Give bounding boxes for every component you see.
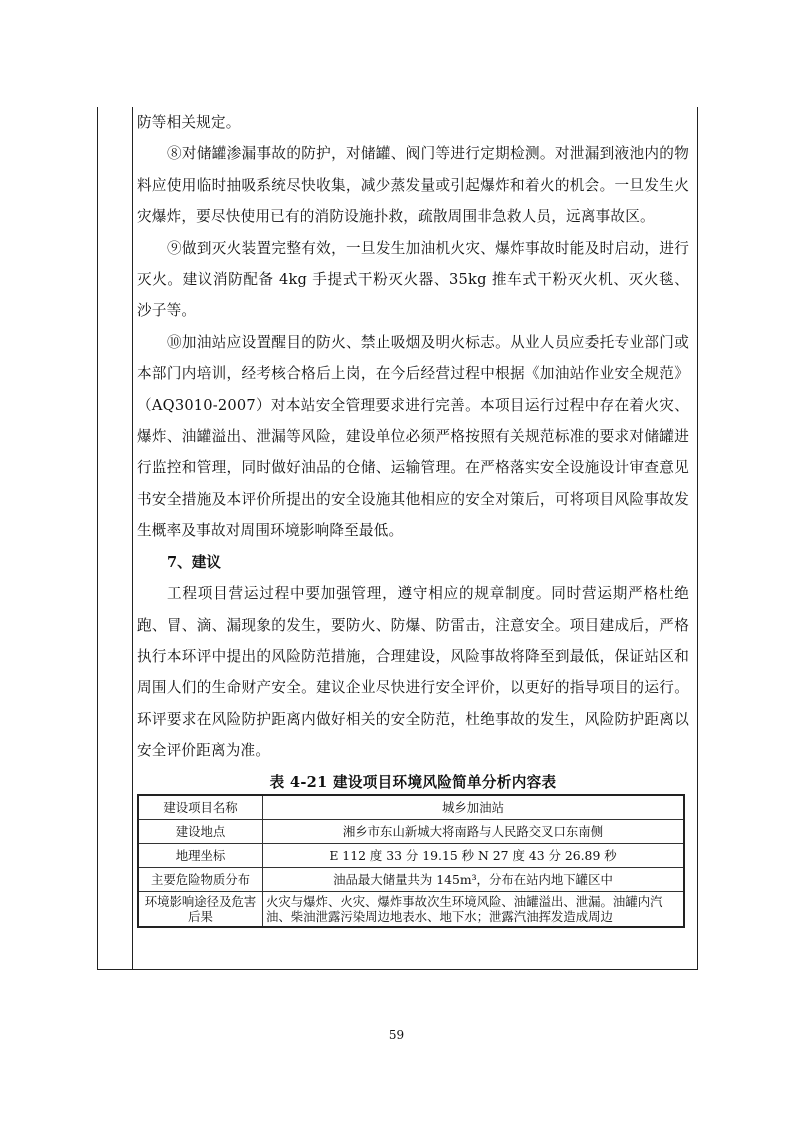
table-value-cell: E 112 度 33 分 19.15 秒 N 27 度 43 分 26.89 秒	[263, 843, 685, 867]
page-number: 59	[388, 1028, 405, 1042]
paragraph-item-10: ⑩加油站应设置醒目的防火、禁止吸烟及明火标志。从业人员应委托专业部门或本部门内培训，经考核合格后上岗，在今后经营过程中根据《加油站作业安全规范》（AQ3010-2007）对本站安全管理要求进行完善。本项目运行过程中存在着火灾、爆炸、油罐溢出、泄漏等风险，建设单位必须严格按照有关规范标准的要求对储罐进行监控和管理，同时做好油品的仓储、运输管理。在严格落实安全设施设计审查意见书安全措施及本评价所提出的安全设施其他相应的安全对策后，可将项目风险事故发生概率及事故对周围环境影响降至最低。	[137, 333, 689, 540]
table-key-cell: 环境影响途径及危害后果	[138, 891, 263, 927]
table-caption: 表 4-21 建设项目环境风险简单分析内容表	[269, 773, 557, 791]
table-value-cell: 火灾与爆炸、火灾、爆炸事故次生环境风险、油罐溢出、泄漏。油罐内汽油、柴油泄露污染周边地表水、地下水；泄露汽油挥发造成周边	[263, 891, 685, 927]
table-row	[138, 891, 684, 927]
paragraph-item-9: ⑨做到灭火装置完整有效，一旦发生加油机火灾、爆炸事故时能及时启动，进行灭火。建议消防配备 4kg 手提式干粉灭火器、35kg 推车式干粉灭火机、灭火毯、沙子等。	[137, 239, 689, 320]
table-value-cell: 湘乡市东山新城大将南路与人民路交叉口东南侧	[263, 819, 685, 843]
risk-analysis-table	[137, 794, 685, 928]
table-key-cell: 建设地点	[138, 819, 263, 843]
paragraph-continuation: 防等相关规定。	[137, 114, 241, 131]
paragraph-item-8: ⑧对储罐渗漏事故的防护，对储罐、阀门等进行定期检测。对泄漏到液池内的物料应使用临时抽吸系统尽快收集，减少蒸发量或引起爆炸和着火的机会。一旦发生火灾爆炸，要尽快使用已有的消防设施扑救，疏散周围非急救人员，远离事故区。	[137, 145, 689, 226]
table-row	[138, 867, 684, 891]
left-column-rule	[132, 107, 133, 969]
paragraph-suggestions: 工程项目营运过程中要加强管理，遵守相应的规章制度。同时营运期严格杜绝跑、冒、滴、漏现象的发生，要防火、防爆、防雷击，注意安全。项目建成后，严格执行本环评中提出的风险防范措施，合理建设，风险事故将降至到最低，保证站区和周围人们的生命财产安全。建议企业尽快进行安全评价，以更好的指导项目的运行。环评要求在风险防护距离内做好相关的安全防范，杜绝事故的发生，风险防护距离以安全评价距离为准。	[137, 585, 689, 760]
table-row	[138, 819, 684, 843]
main-content	[137, 107, 689, 928]
table-row	[138, 843, 684, 867]
table-row	[138, 795, 684, 820]
table-key-cell: 主要危险物质分布	[138, 867, 263, 891]
table-value-cell: 城乡加油站	[263, 795, 685, 820]
table-value-cell: 油品最大储量共为 145m³，分布在站内地下罐区中	[263, 867, 685, 891]
section-heading-suggestions: 7、建议	[167, 553, 221, 571]
table-key-cell: 地理坐标	[138, 843, 263, 867]
table-key-cell: 建设项目名称	[138, 795, 263, 820]
